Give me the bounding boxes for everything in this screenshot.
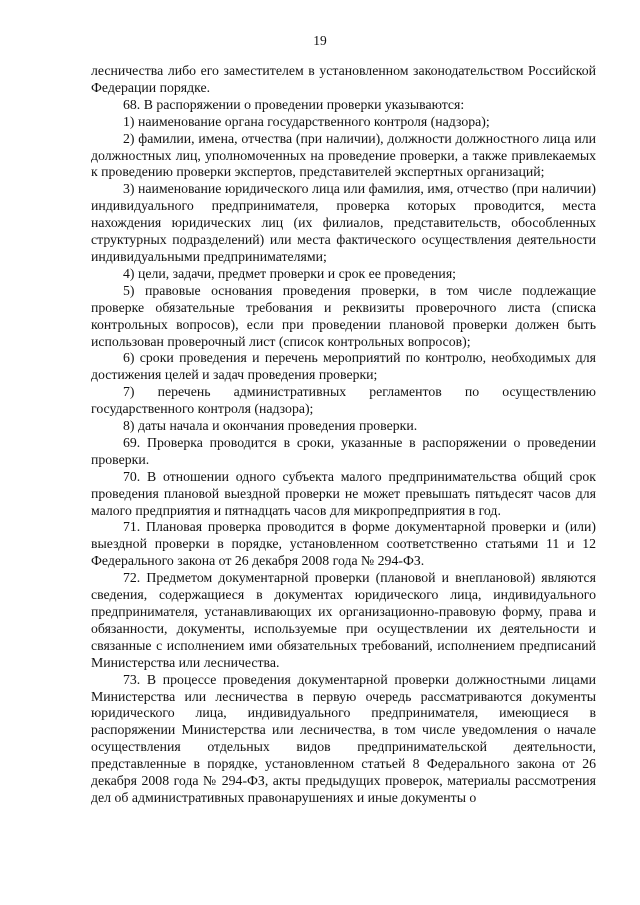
list-item-5: 5) правовые основания проведения проверки, в том числе подлежащие проверке обязательные требования и реквизиты проверочного листа (списка контрольных вопросов), если при проведении плановой проверки должен быть использован проверочный лист (список контрольных вопросов); xyxy=(91,282,596,349)
paragraph-73: 73. В процессе проведения документарной проверки должностными лицами Министерства или лесничества в первую очередь рассматриваются документы юридического лица, индивидуального предпринимателя, имеющиеся в распоряжении Министерства или лесничества, в том числе уведомления о начале осуществления отдельных видов предпринимательской деятельности, представленные в порядке, установленном статьей 8 Федерального закона от 26 декабря 2008 года № 294-ФЗ, акты предыдущих проверок, материалы рассмотрения дел об административных правонарушениях и иные документы о xyxy=(91,671,596,805)
list-item-6: 6) сроки проведения и перечень мероприятий по контролю, необходимых для достижения целей и задач проведения проверки; xyxy=(91,350,596,383)
paragraph-70: 70. В отношении одного субъекта малого предпринимательства общий срок проведения плановой выездной проверки не может превышать пятьдесят часов для малого предприятия и пятнадцать часов для микропредприятия в год. xyxy=(91,468,596,518)
list-item-7: 7) перечень административных регламентов по осуществлению государственного контроля (надзора); xyxy=(91,384,596,417)
list-item-4: 4) цели, задачи, предмет проверки и срок ее проведения; xyxy=(123,265,456,281)
list-item-3: 3) наименование юридического лица или фамилия, имя, отчество (при наличии) индивидуального предпринимателя, проверка которых проводится, места нахождения юридических лиц (их филиалов, представительств, обособленных структурных подразделений) или места фактического осуществления деятельности индивидуальными предпринимателями; xyxy=(91,181,596,264)
list-item-8: 8) даты начала и окончания проведения проверки. xyxy=(123,418,418,434)
paragraph-69: 69. Проверка проводится в сроки, указанные в распоряжении о проведении проверки. xyxy=(91,434,596,467)
list-item-1: 1) наименование органа государственного контроля (надзора); xyxy=(123,113,490,129)
list-item-2: 2) фамилии, имена, отчества (при наличии), должности должностного лица или должностных лиц, уполномоченных на проведение проверки, а также привлекаемых к проведению проверки экспертов, представителей экспертных организаций; xyxy=(91,130,596,180)
paragraph-68: 68. В распоряжении о проведении проверки указываются: xyxy=(123,96,465,112)
paragraph-71: 71. Плановая проверка проводится в форме документарной проверки и (или) выездной проверки в порядке, установленном соответственно статьями 11 и 12 Федерального закона от 26 декабря 2008 года № 294-ФЗ. xyxy=(91,519,596,569)
paragraph-72: 72. Предметом документарной проверки (плановой и внеплановой) являются сведения, содержащиеся в документах юридического лица, индивидуального предпринимателя, устанавливающих их организационно-правовую форму, права и обязанности, документы, используемые при осуществлении их деятельности и связанные с исполнением ими обязательных требований, исполнением предписаний Министерства или лесничества. xyxy=(91,570,596,670)
document-body xyxy=(91,63,596,807)
page-number: 19 xyxy=(313,33,327,48)
paragraph-continuation: лесничества либо его заместителем в установленном законодательством Российской Федерации порядке. xyxy=(91,63,596,95)
